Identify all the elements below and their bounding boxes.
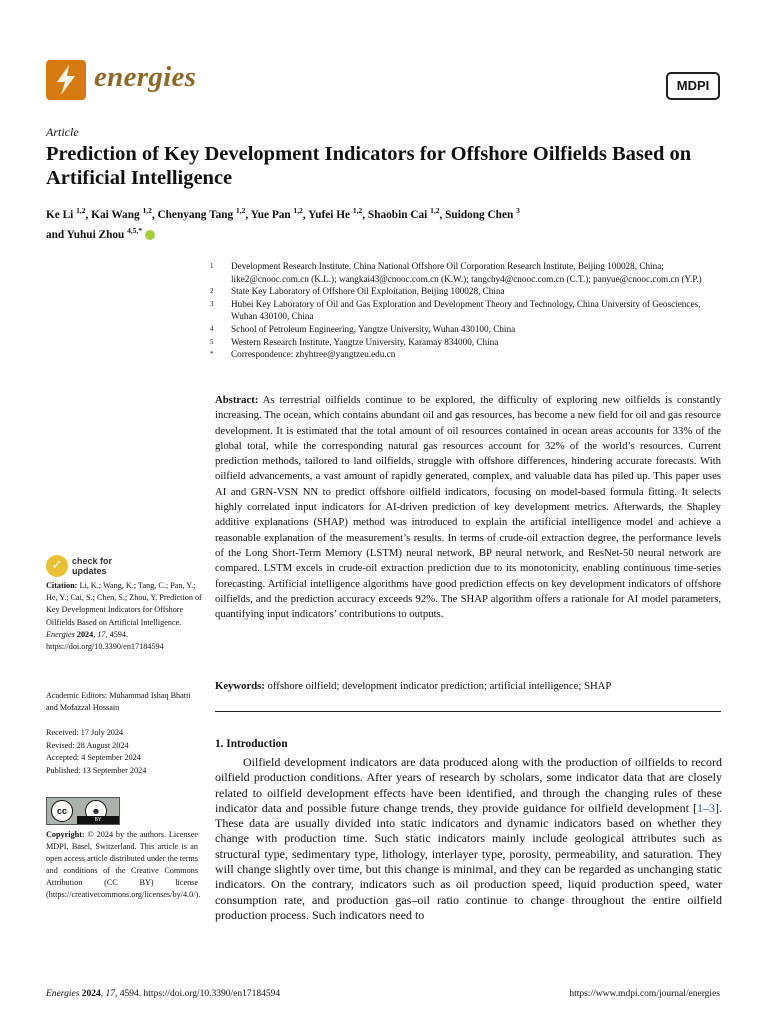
- keywords-label: Keywords:: [215, 680, 265, 692]
- author[interactable]: Yufei He $^{1,2}$: [308, 206, 363, 221]
- section-heading: 1. Introduction: [215, 738, 288, 750]
- affiliation: 3 Hubei Key Laboratory of Oil and Gas Exploration and Development Theory and Technology, China University of Geosciences, Wuhan 430100, China: [210, 298, 701, 322]
- article-type: Article: [46, 125, 79, 139]
- lightning-icon: [46, 60, 86, 100]
- cc-icon: cc: [51, 800, 73, 822]
- author[interactable]: Kai Wang $^{1,2}$: [91, 206, 152, 221]
- date-accepted: Accepted: 4 September 2024: [46, 753, 141, 763]
- check-for-updates-button[interactable]: ✓ check for updates: [46, 555, 196, 581]
- author[interactable]: Yue Pan $^{1,2}$: [250, 206, 303, 221]
- author[interactable]: and Yuhui Zhou $^{4,5,*}$: [46, 225, 143, 241]
- journal-name: energies: [94, 61, 197, 93]
- journal-logo-icon: [46, 60, 86, 100]
- affiliation: 2 State Key Laboratory of Offshore Oil Exploitation, Beijing 100028, China: [210, 286, 505, 297]
- publication-dates: [46, 727, 202, 778]
- reference-link[interactable]: 1–3: [697, 800, 715, 815]
- abstract-text: As terrestrial oilfields continue to be explored, the difficulty of exploring new oilfields is constantly increasing. The ocean, which contains abundant oil and gas resources, has become a new field for oil and gas resource development. It is estimated that the total amount of oil resources contained in ocean areas accounts for 33% of the global total, while the corresponding natural gas resources account for 32% of the world’s resources. Current prediction methods, tailored to land oilfields, struggle with offshore differences, hindering accurate forecasts. With oilfield advancements, a vast amount of rapidly generated, complex, and valuable data has piled up. This paper uses AI and GRN-VSN NN to predict offshore oilfield indicators, focusing on model-based formula fitting. It selects highly correlated input indicators for AI-driven prediction of key development metrics. Afterwards, the Shapley additive explanations (SHAP) method was introduced to explain the artificial intelligence model and achieve a reasonable explanation of the measurement’s results. In terms of crude-oil extraction degree, the performance levels of the Long Short-Term Memory (LSTM) neural network, BP neural network, and ResNet-50 neural network are compared. LSTM excels in crude-oil extraction prediction due to its monotonicity, enabling continuous time-series forecasting. Artificial intelligence algorithms have good prediction effects on key development indicators of offshore oilfields, and the prediction accuracy exceeds 92%. The SHAP algorithm offers a rationale for AI model parameters, quantifying input indicators’ contributions to outputs.: [215, 394, 721, 621]
- journal-url[interactable]: https://www.mdpi.com/journal/energies: [569, 989, 720, 999]
- copyright-notice: Copyright: © 2024 by the authors. Licensee MDPI, Basel, Switzerland. This article is an open access article distributed under the terms and conditions of the Creative Commons Attribution (CC BY) license (https://creativecommons.org/licenses/by/4.0/).: [46, 830, 201, 900]
- affiliation: 1 Development Research Institute, China National Offshore Oil Corporation Research Institute, Beijing 100028, China; like2@cnooc.com.cn (K.L.); wangkai43@cnooc.com.cn (K.W.); tangchy4@cnooc.com.cn (C.T.); panyue@cnooc.com.cn (Y.P.): [210, 261, 702, 284]
- abstract: [215, 393, 721, 622]
- intro-paragraph: Oilfield development indicators are data produced along with the production of oilfields to record oilfield production conditions. After years of research by scholars, some indicator data that are closely related to oilfield development effects have been identified, and through the changing rules of these indicator data and possible future change trends, they provide guidance for oilfield development [1–3]. These data are usually divided into static indicators and dynamic indicators based on whether they change with production time. Such static indicators mainly include geological attributes such as structural type, sedimentary type, lithology, interlayer type, porosity, permeability, and saturation. They will change slightly over time, but this change is minimal, and they can be regarded as unchanging static indicators. On the contrary, indicators such as oil production speed, liquid production speed, water consumption rate, and production gas–oil ratio continue to change throughout the entire oilfield production process. Such indicators need to: [215, 755, 722, 922]
- date-revised: Revised: 28 August 2024: [46, 740, 129, 750]
- abstract-label: Abstract:: [215, 394, 259, 406]
- author-list: Ke Li $^{1,2}$, Kai Wang $^{1,2}$, Chenyang Tang $^{1,2}$, Yue Pan $^{1,2}$, Yufei He $^{1,2}$, Shaobin Cai $^{1,2}$, Suidong Chen $^3$ and Yuhui Zhou $^{4,5,*}$: [46, 206, 520, 241]
- date-published: Published: 13 September 2024: [46, 766, 147, 776]
- publisher-logo: MDPI: [666, 72, 720, 100]
- affiliation: 4 School of Petroleum Engineering, Yangtze University, Wuhan 430100, China: [210, 323, 516, 334]
- author[interactable]: Ke Li $^{1,2}$: [46, 206, 86, 221]
- affiliations: [210, 260, 720, 361]
- affiliation: 5 Western Research Institute, Yangtze University, Karamay 834000, China: [210, 336, 499, 347]
- correspondence: * Correspondence: zhyhtree@yangtzeu.edu.cn: [210, 349, 396, 360]
- section-divider: [215, 711, 721, 712]
- author[interactable]: Suidong Chen $^3$: [445, 206, 520, 221]
- check-icon: ✓: [46, 555, 68, 577]
- author[interactable]: Shaobin Cai $^{1,2}$: [367, 206, 440, 221]
- keywords-text: offshore oilfield; development indicator prediction; artificial intelligence; SHAP: [267, 680, 612, 692]
- author[interactable]: Chenyang Tang $^{1,2}$: [157, 206, 246, 221]
- academic-editors: Academic Editors: Muhammad Ishaq Bhatti and Mofazzal Hossain: [46, 691, 191, 713]
- person-icon: ☻: [85, 800, 107, 822]
- date-received: Received: 17 July 2024: [46, 728, 124, 737]
- orcid-icon[interactable]: [145, 230, 155, 240]
- keywords: [215, 679, 721, 694]
- footer-citation: Energies 2024, 17, 4594. https://doi.org/10.3390/en17184594: [46, 989, 281, 999]
- paper-title: Prediction of Key Development Indicators for Offshore Oilfields Based on Artificial Intelligence: [46, 143, 692, 189]
- cc-by-license-icon[interactable]: cc ☻ BY: [46, 797, 120, 825]
- citation: Citation: Li, K.; Wang, K.; Tang, C.; Pan, Y.; He, Y.; Cai, S.; Chen, S.; Zhou, Y. Prediction of Key Development Indicators for Offshore Oilfields Based on Artificial Intelligence. Energies 2024, 17, 4594. https://doi.org/10.3390/en17184594: [46, 581, 202, 652]
- citation-doi[interactable]: , 4594. https://doi.org/10.3390/en17184594: [46, 629, 164, 652]
